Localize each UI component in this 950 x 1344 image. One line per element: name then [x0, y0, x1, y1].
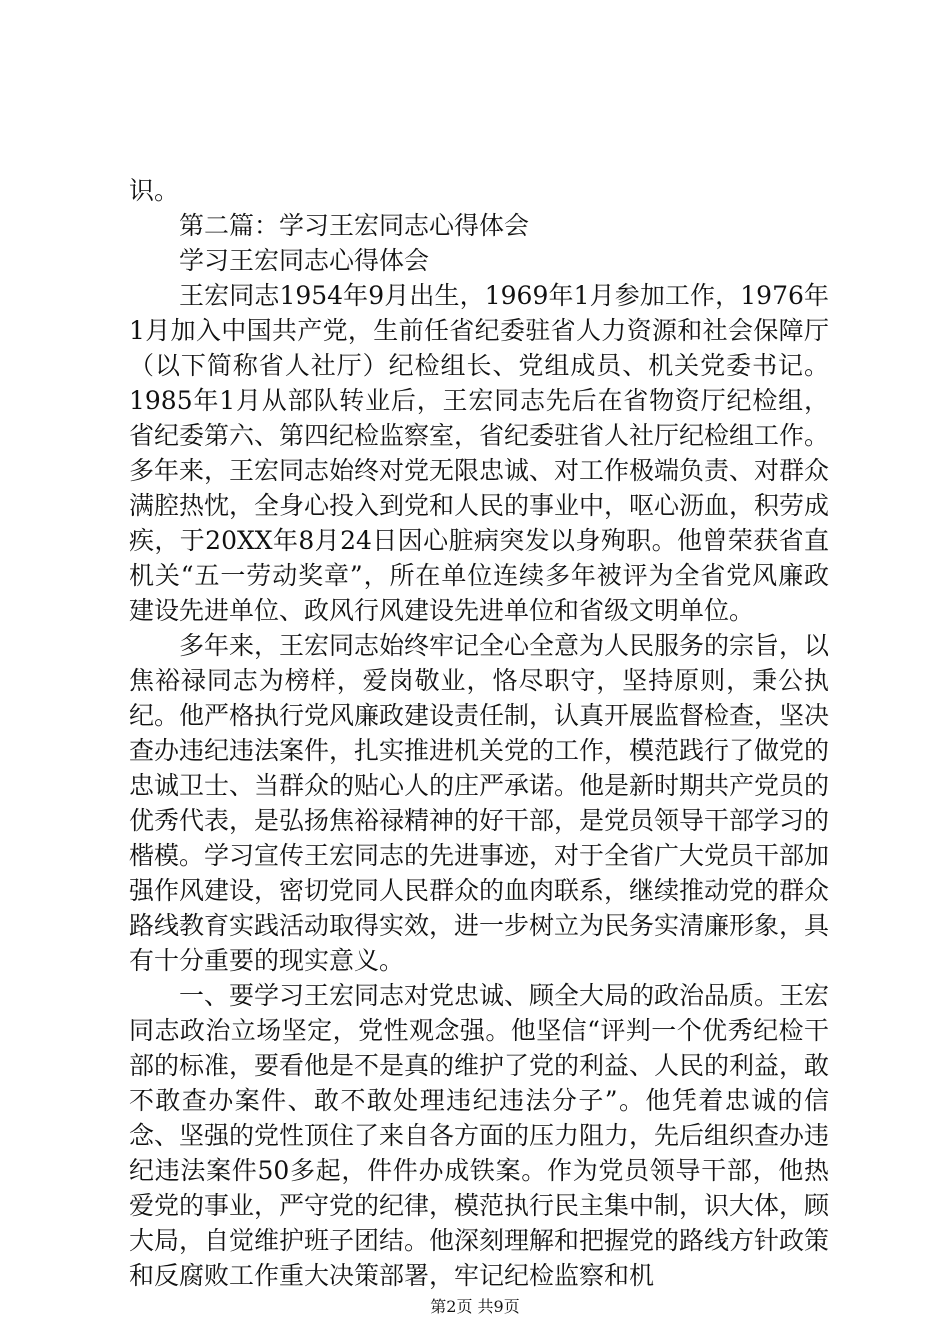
page-number-footer: 第2页 共9页	[430, 1297, 520, 1316]
section-heading: 第二篇：学习王宏同志心得体会	[179, 211, 530, 240]
paragraph: 王宏同志1954年9月出生，1969年1月参加工作，1976年1月加入中国共产党，生前任省纪委驻省人力资源和社会保障厅（以下简称省人社厅）纪检组长、党组成员、机关党委书记。1985年1月从部队转业后，王宏同志先后在省物资厅纪检组，省纪委第六、第四纪检监察室，省纪委驻省人社厅纪检组工作。多年来，王宏同志始终对党无限忠诚、对工作极端负责、对群众满腔热忱，全身心投入到党和人民的事业中，呕心沥血，积劳成疾，于20XX年8月24日因心脏病突发以身殉职。他曾荣获省直机关“五一劳动奖章”，所在单位连续多年被评为全省党风廉政建设先进单位、政风行风建设先进单位和省级文明单位。	[129, 281, 830, 625]
document-body	[129, 173, 829, 1293]
carry-over-text: 识。	[129, 176, 180, 205]
article-subtitle: 学习王宏同志心得体会	[179, 246, 430, 275]
paragraph: 多年来，王宏同志始终牢记全心全意为人民服务的宗旨，以焦裕禄同志为榜样，爱岗敬业，恪尽职守，坚持原则，秉公执纪。他严格执行党风廉政建设责任制，认真开展监督检查，坚决查办违纪违法案件，扎实推进机关党的工作，模范践行了做党的忠诚卫士、当群众的贴心人的庄严承诺。他是新时期共产党员的优秀代表，是弘扬焦裕禄精神的好干部，是党员领导干部学习的楷模。学习宣传王宏同志的先进事迹，对于全省广大党员干部加强作风建设，密切党同人民群众的血肉联系，继续推动党的群众路线教育实践活动取得实效，进一步树立为民务实清廉形象，具有十分重要的现实意义。	[129, 631, 830, 975]
paragraph: 一、要学习王宏同志对党忠诚、顾全大局的政治品质。王宏同志政治立场坚定，党性观念强。他坚信“评判一个优秀纪检干部的标准，要看他是不是真的维护了党的利益、人民的利益，敢不敢查办案件、敢不敢处理违纪违法分子”。他凭着忠诚的信念、坚强的党性顶住了来自各方面的压力阻力，先后组织查办违纪违法案件50多起，件件办成铁案。作为党员领导干部，他热爱党的事业，严守党的纪律，模范执行民主集中制，识大体，顾大局，自觉维护班子团结。他深刻理解和把握党的路线方针政策和反腐败工作重大决策部署，牢记纪检监察和机	[129, 981, 830, 1290]
